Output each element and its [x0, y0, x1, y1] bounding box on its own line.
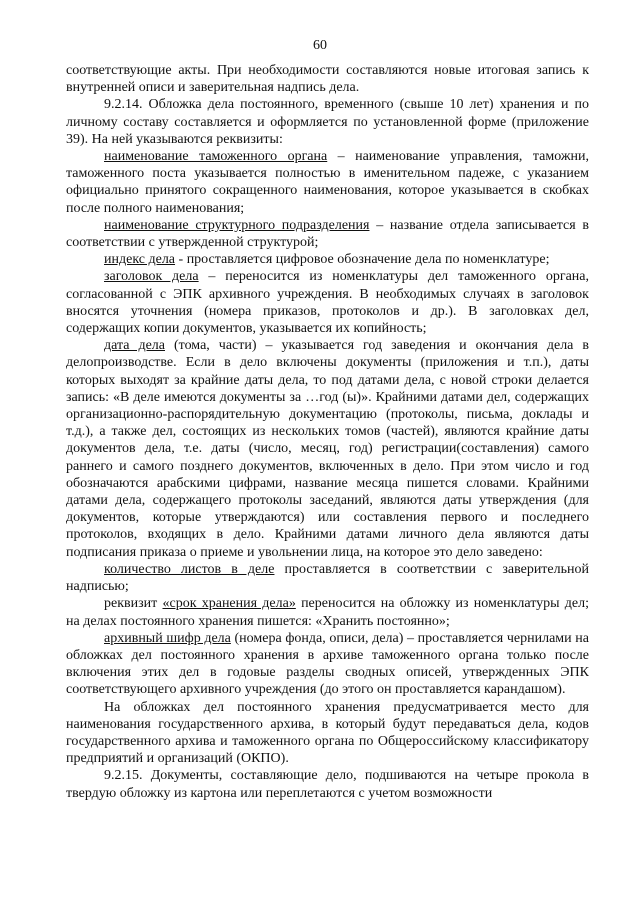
paragraph-text: - проставляется цифровое обозначение дела по номенклатуре; — [175, 252, 550, 268]
paragraph-text: 9.2.14. Обложка дела постоянного, временного (свыше 10 лет) хранения и по личному составу составляется и оформляется по установленной форме (приложение 39). На ней указываются реквизиты: — [66, 97, 589, 147]
page-number: 60 — [313, 38, 327, 53]
paragraph-text: – наименование управления, таможни, таможенного поста указывается полностью в именительном падеже, с указанием официально принятого сокращенного наименования, которое указывается в скобках после полного наименования; — [66, 149, 590, 216]
paragraph — [66, 251, 589, 268]
requisite-term: «срок хранения дела» — [162, 596, 296, 612]
paragraph-text: (номера фонда, описи, дела) – проставляется чернилами на обложках дел постоянного хранения в архиве таможенного органа только после включения этих дел в годовые разделы сводных описей, утвержденных ЭПК соответствующего архивного учреждения (до этого он проставляется карандашом). — [66, 630, 590, 698]
paragraph — [66, 217, 589, 251]
paragraph — [66, 96, 589, 148]
paragraph-text: – переносится из номенклатуры дел таможенного органа, согласованной с ЭПК архивного учреждения. В необходимых случаях в заголовок вносятся уточнения (номера приказов, протоколов и др.). В заголовках дел, содержащих копии документов, указывается их копийность; — [66, 269, 590, 337]
paragraph — [66, 62, 589, 96]
paragraph-text: проставляется в соответствии с заверительной надписью; — [66, 561, 589, 595]
requisite-term: дата дела — [104, 338, 165, 354]
paragraph — [66, 595, 589, 629]
requisite-term: индекс дела — [104, 252, 176, 268]
paragraph-text: соответствующие акты. При необходимости составляются новые итоговая запись к внутренней описи и заверительная надпись дела. — [66, 63, 589, 96]
paragraph-text: переносится на обложку из номенклатуры дел; на делах постоянного хранения пишется: «Хранить постоянно»; — [66, 596, 589, 629]
paragraph — [66, 268, 589, 337]
requisite-term: архивный шифр дела — [104, 630, 231, 646]
document-body — [66, 62, 589, 802]
paragraph-text: На обложках дел постоянного хранения предусматривается место для наименования государственного архива, в который будут передаваться дела, кодов государственного архива и таможенного органа по Общероссийскому классификатору предприятий и организаций (ОКПО). — [66, 699, 589, 767]
paragraph-prefix: реквизит — [104, 596, 163, 612]
paragraph-text: (тома, части) – указывается год заведения и окончания дела в делопроизводстве. Если в дело включены документы (приложения и т.п.), даты которых выходят за крайние даты дела, то под датами дела, с новой строки делается запись: «В деле имеются документы за …год (ы)». Крайними датами дел, содержащих организационно-распорядительную документацию (протоколы, письма, доклады и т.д.), а также дел, состоящих из нескольких томов (частей), являются крайние даты документов дела, т.е. даты (число, месяц, год) регистрации(составления) самого раннего и самого позднего документов, включенных в дело. При этом число и год обозначаются арабскими цифрами, название месяца пишется словами. Крайними датами дела, содержащего протоколы заседаний, являются даты утверждения (для документов, которые утверждаются) или составления первого и последнего протоколов, входящих в дело. Крайними датами личного дела являются даты подписания приказа о приеме и увольнении лица, на которое это дело заведено: — [66, 338, 589, 560]
paragraph — [66, 630, 589, 699]
paragraph-text: – название отдела записывается в соответствии с утвержденной структурой; — [66, 217, 589, 251]
paragraph — [66, 148, 589, 217]
requisite-term: заголовок дела — [104, 269, 199, 285]
paragraph — [66, 767, 589, 801]
requisite-term: наименование таможенного органа — [104, 149, 328, 165]
paragraph — [66, 699, 589, 768]
paragraph-text: 9.2.15. Документы, составляющие дело, подшиваются на четыре прокола в твердую обложку из картона или переплетаются с учетом возможности — [66, 768, 589, 801]
paragraph — [66, 561, 589, 595]
requisite-term: количество листов в деле — [104, 561, 275, 577]
paragraph — [66, 337, 589, 561]
requisite-term: наименование структурного подразделения — [104, 217, 370, 233]
